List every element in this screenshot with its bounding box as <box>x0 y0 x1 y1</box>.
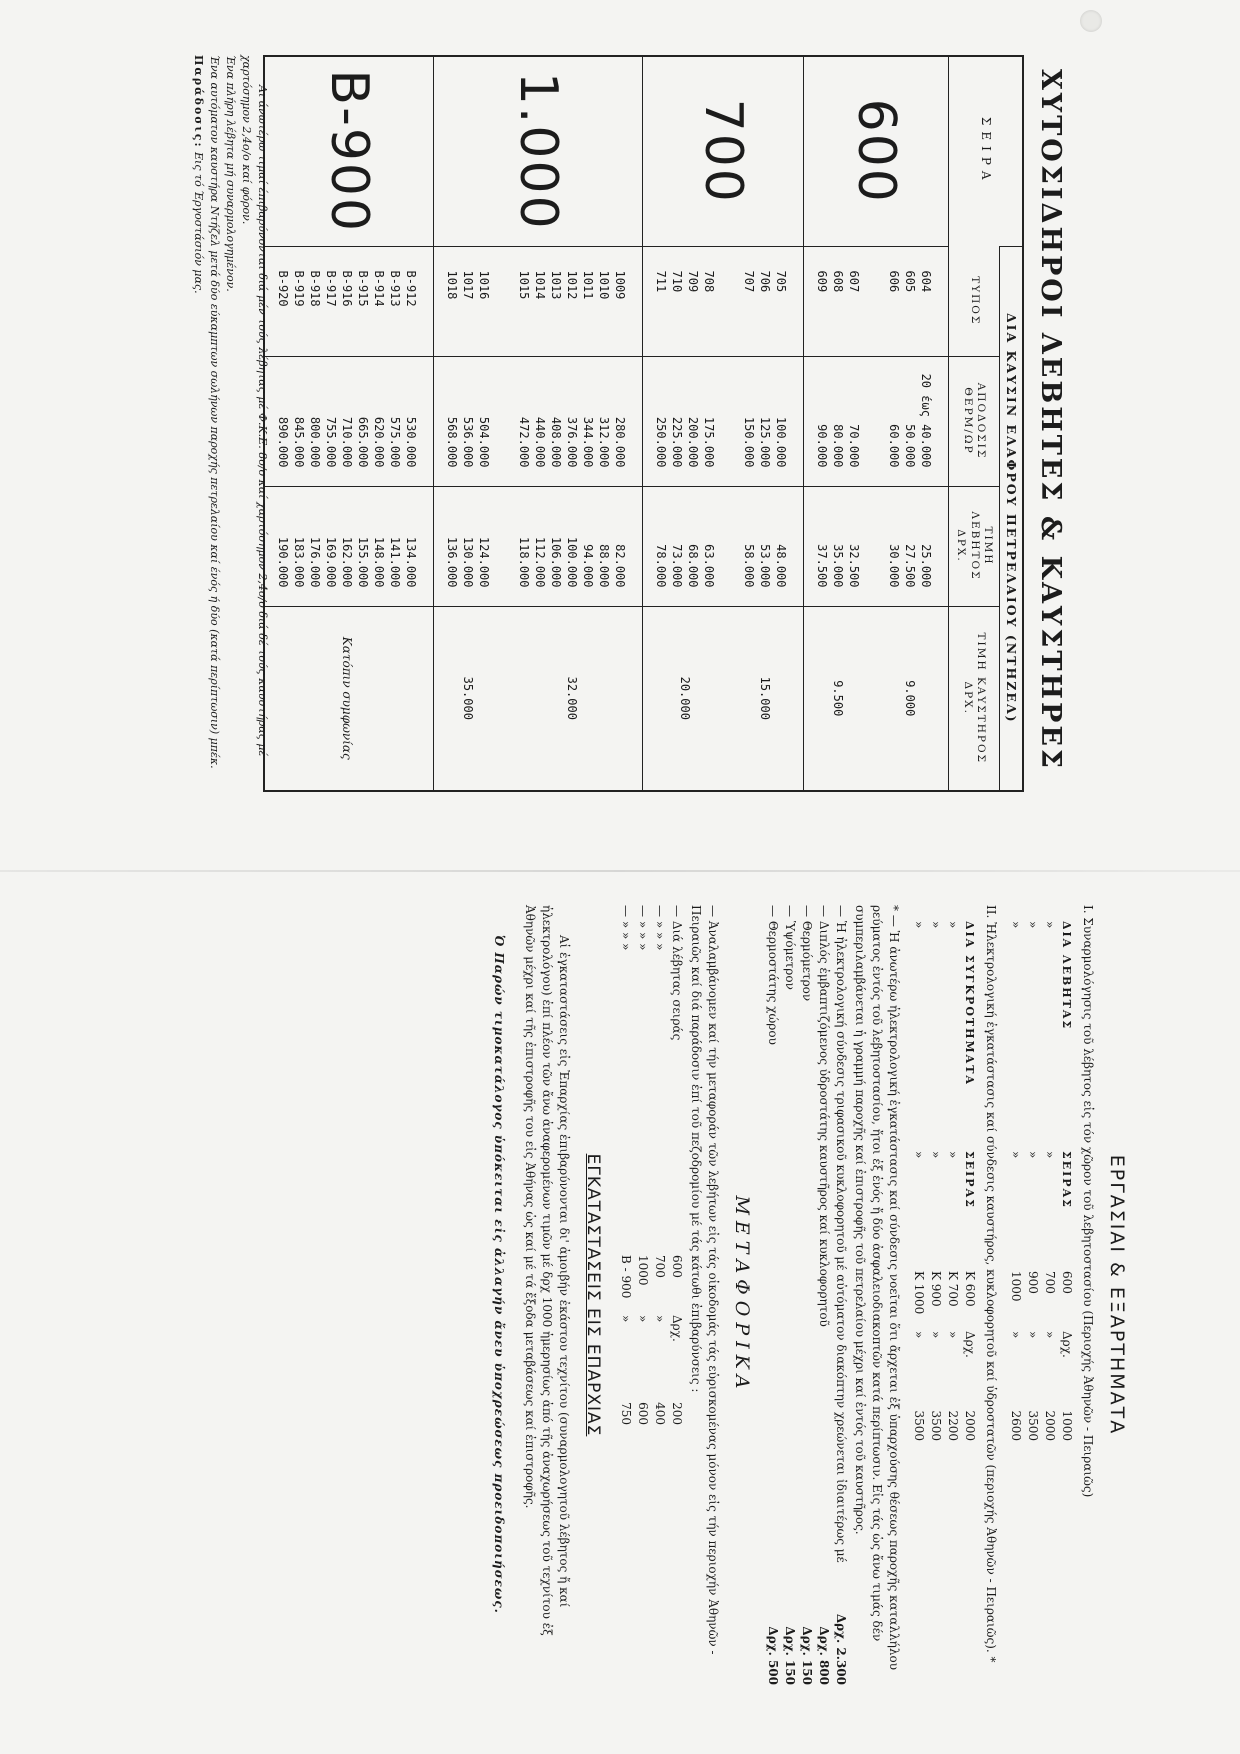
value-line: 162.000 <box>340 536 354 588</box>
value-line: 608 <box>831 270 845 293</box>
list-item-field: » <box>636 1315 650 1323</box>
provinces-text: Αἱ ἐγκαταστάσεις εἰς Ἐπαρχίας ἐπιβαρύνονται δι' ἀμοιβήν ἐκάστου τεχνίτου (συναρμολογητοῦ λέβητος ἤ καί ἠλεκτρολόγου) ἐπί πλέον τῶν ἄνω ἀναφερομένων τιμῶν μέ δρχ 1000 ἡμερησίως ἀπό τῆς ἀναχωρήσεως τοῦ τεχνίτου ἐξ Ἀθηνῶν μέχρι καί τῆς ἐπιστροφῆς του εἰς Ἀθήνας ὡς καί μέ τά ἔξοδα μεταβάσεως καί ἐπιστροφῆς. <box>523 905 571 1636</box>
list-item-field: » <box>1043 921 1057 929</box>
value-line: 136.000 <box>445 536 459 588</box>
list-item-field: Κ 700 <box>946 1271 960 1307</box>
value-line: 440.000 <box>533 416 547 468</box>
punch-hole <box>1080 10 1102 32</box>
delivery-text: Εις τό Έργοστάσιόν μας. <box>192 152 205 294</box>
list-item-field: 1000 <box>1009 1271 1023 1302</box>
price-table-body <box>264 56 949 791</box>
value-line: 408.000 <box>549 416 563 468</box>
list-item-field: ΔΙΑ ΛΕΒΗΤΑΣ <box>1060 921 1073 1031</box>
boiler-price-cell <box>643 486 804 606</box>
burner-price-cell <box>264 606 434 791</box>
output-cell <box>804 356 949 486</box>
list-item-field: » <box>1026 1331 1040 1339</box>
value-line: 124.000 <box>477 536 491 588</box>
value-line: 530.000 <box>404 416 418 468</box>
value-line: 37.500 <box>815 544 829 588</box>
value-line: 60.000 <box>887 424 901 468</box>
value-line: 1018 <box>445 270 459 300</box>
boiler-price-cell <box>434 486 643 606</box>
subgroup-values <box>804 495 876 598</box>
burner-price: 35.000 <box>461 676 475 720</box>
list-item-field: 600 <box>670 1255 684 1278</box>
accessory-price: Δρχ. 150 <box>800 1626 814 1685</box>
transport-title: ΜΕΤΑΦΟΡΙΚΑ <box>731 1195 753 1395</box>
subgroup-values <box>434 495 506 598</box>
subgroup-values <box>731 255 803 348</box>
value-line: B-913 <box>388 270 402 307</box>
list-item <box>1007 921 1024 1685</box>
burner-price-cell <box>804 606 949 791</box>
closing-note: Ὁ Παρών τιμοκατάλογος ὑπόκειται εἰς ἀλλαγήν ἄνευ ὑποχρεώσεως προειδοποιήσεως. <box>492 935 506 1614</box>
burner-price: 15.000 <box>758 676 772 720</box>
value-line: 606 <box>887 270 901 293</box>
value-line: 53.000 <box>758 544 772 588</box>
works-item-2: II. Ἠλεκτρολογική ἐγκατάστασις καί σύνδεσις καυστήρος, κυκλοφορητοῦ καί ὑδροστατῶν (περιοχής Ἀθηνῶν - Πειραιῶς). * <box>984 905 998 1663</box>
price-list-title: ΧΥΤΟΣΙΔΗΡΟΙ ΛΕΒΗΤΕΣ & ΚΑΥΣΤΗΡΕΣ <box>1035 68 1066 772</box>
burner-price-cell <box>643 606 804 791</box>
series-label: 600 <box>804 56 949 246</box>
delivery-note <box>190 55 206 815</box>
burner-price: Κατόπιν συμφωνίας <box>340 636 354 760</box>
list-item <box>651 905 668 1685</box>
list-item-field: 3500 <box>1026 1410 1040 1441</box>
value-line: 1010 <box>597 270 611 300</box>
value-line: 1011 <box>581 270 595 300</box>
accessory-label: — Ὑψόμετρον <box>783 905 797 990</box>
price-table <box>263 55 1024 792</box>
note-boiler: Ένα πλήρη λέβητα μή συναρμολογημένον. <box>224 55 237 292</box>
transport-intro: — Ἀναλαμβάνομεν καί τήν μεταφοράν τῶν λεβήτων εἰς τάς οἰκοδομάς τάς εὑρισκομένας μόνον εἰς τήν περιοχήν Ἀθηνῶν - Πειραιῶς καί διά παράδοσιν ἐπί τοῦ πεζοδρομίου μέ τάς κάτωθι ἐπιβαρύνσεις : <box>689 905 720 1655</box>
list-item-field: 1000 <box>636 1255 650 1286</box>
list-item-field: » <box>946 921 960 929</box>
accessory-price: Δρχ. 150 <box>783 1626 797 1685</box>
value-line: 32.500 <box>847 544 861 588</box>
value-line: 472.000 <box>517 416 531 468</box>
list-item-field: » <box>929 1151 943 1159</box>
accessory-item <box>781 905 798 1685</box>
value-line: 94.000 <box>581 544 595 588</box>
value-line: 106.000 <box>549 536 563 588</box>
value-line: B-920 <box>276 270 290 307</box>
list-item-field: » <box>912 1331 926 1339</box>
accessory-label: — Θερμόμετρον <box>800 905 814 1002</box>
value-line: 1017 <box>461 270 475 300</box>
value-line: 50.000 <box>903 424 917 468</box>
provinces-title: ΕΓΚΑΤΑΣΤΑΣΕΙΣ ΕΙΣ ΕΠΑΡΧΙΑΣ <box>583 1153 603 1437</box>
value-line: 707 <box>742 270 756 293</box>
value-line: 665.000 <box>356 416 370 468</box>
price-list-section <box>60 30 1070 810</box>
value-line: 536.000 <box>461 416 475 468</box>
value-line: 620.000 <box>372 416 386 468</box>
value-line: 35.000 <box>831 544 845 588</box>
list-item-field: » <box>1043 1151 1057 1159</box>
value-line: 1015 <box>517 270 531 300</box>
table-group-heading-row <box>1000 56 1024 791</box>
value-line: 58.000 <box>742 544 756 588</box>
list-item-field: » <box>1043 1331 1057 1339</box>
list-item-field: » <box>912 1151 926 1159</box>
list-item <box>634 905 651 1685</box>
value-line: 710.000 <box>340 416 354 468</box>
output-cell <box>434 356 643 486</box>
list-item-field: 400 <box>653 1402 667 1425</box>
list-item-field: — » » » <box>619 905 633 951</box>
subgroup-values <box>731 365 803 478</box>
list-item-field: B - 900 <box>619 1255 633 1299</box>
accessory-label: — Διπλός ἐμβαπτιζόμενος ὑδροστάτης καυστῆρος καί κυκλοφορητοῦ <box>817 905 831 1327</box>
output-header: ΑΠΟΔΟΣΙΣ ΘΕΡΜ/ΩΡ <box>949 356 1000 486</box>
series-label: 1.000 <box>434 56 643 246</box>
subgroup-values <box>506 495 642 598</box>
list-item <box>1024 921 1041 1685</box>
list-item-field: — » » » <box>653 905 667 951</box>
value-line: 73.000 <box>670 544 684 588</box>
list-item-field: » <box>929 1331 943 1339</box>
list-item <box>617 905 634 1685</box>
accessory-price: Δρχ. 2.300 <box>834 1613 848 1685</box>
subgroup-values <box>643 255 731 348</box>
boiler-price-cell <box>264 486 434 606</box>
burner-price: 20.000 <box>678 676 692 720</box>
list-item-field: 2600 <box>1009 1410 1023 1441</box>
transport-price-list <box>617 905 685 1685</box>
value-line: B-914 <box>372 270 386 307</box>
value-line: 607 <box>847 270 861 293</box>
type-cell <box>434 246 643 356</box>
value-line: 845.000 <box>292 416 306 468</box>
accessory-item <box>798 905 815 1685</box>
boiler-install-list <box>1007 905 1075 1685</box>
works-section <box>125 905 1128 1685</box>
subgroup-values <box>876 365 948 478</box>
works-title: ΕΡΓΑΣΙΑΙ & ΕΞΑΡΤΗΜΑΤΑ <box>1106 1154 1128 1436</box>
value-line: B-918 <box>308 270 322 307</box>
value-line: 63.000 <box>702 544 716 588</box>
value-line: 1016 <box>477 270 491 300</box>
subgroup-values <box>506 255 642 348</box>
list-item-field: » <box>1026 921 1040 929</box>
value-line: 711 <box>654 270 668 293</box>
value-line: 169.000 <box>324 536 338 588</box>
note-taxes: Αι άνωτέρω τιμαί έπιβαρύνονται διά μέν τούς λέβητας μέ Φ.Κ.Ε. 8ο/ο καί χαρτόσημον 2,4ο/ο διά δέ τούς καυστήρας μέ χαρτόσημον 2,4ο/ο καί φόρον. <box>240 55 269 757</box>
list-item-field: Δρχ. <box>670 1315 684 1342</box>
table-row <box>264 56 434 791</box>
list-item-field: » <box>619 1315 633 1323</box>
list-item-field: — Διά λέβητας σειράς <box>670 905 684 1041</box>
list-item-field: » <box>1009 1151 1023 1159</box>
burner-price-header: ΤΙΜΗ ΚΑΥΣΤΗΡΟΣ ΔΡΧ. <box>949 606 1000 791</box>
value-line: 88.000 <box>597 544 611 588</box>
value-line: 708 <box>702 270 716 293</box>
list-item <box>944 921 961 1685</box>
value-line: B-919 <box>292 270 306 307</box>
accessory-item <box>815 905 832 1685</box>
accessory-price: Δρχ. 800 <box>817 1626 831 1685</box>
list-item-field: » <box>946 1331 960 1339</box>
subgroup-values <box>434 365 506 478</box>
value-line: 150.000 <box>742 416 756 468</box>
table-row <box>804 56 949 791</box>
value-line: 80.000 <box>831 424 845 468</box>
list-item-field: » <box>1009 921 1023 929</box>
value-line: 183.000 <box>292 536 306 588</box>
series-header: ΣΕΙΡΑ <box>949 56 1024 246</box>
value-line: 190.000 <box>276 536 290 588</box>
list-item-field: » <box>946 1151 960 1159</box>
list-item-field: 1000 <box>1060 1410 1074 1441</box>
list-item-field: 600 <box>1060 1271 1074 1294</box>
list-item-field: 700 <box>653 1255 667 1278</box>
value-line: 312.000 <box>597 416 611 468</box>
list-item-field: 2000 <box>1043 1410 1057 1441</box>
value-line: 605 <box>903 270 917 293</box>
type-cell <box>804 246 949 356</box>
list-item-field: ΣΕΙΡΑΣ <box>1060 1151 1073 1209</box>
list-item-field: Κ 600 <box>963 1271 977 1307</box>
price-notes <box>190 55 270 815</box>
list-item-field: Δρχ. <box>963 1331 977 1358</box>
type-header: ΤΥΠΟΣ <box>949 246 1000 356</box>
value-line: 1013 <box>549 270 563 300</box>
note-burner: Ένα αυτόματον καυστήρα Ντήζελ μετά δύο εύκαμπτων σωλήνων παροχής πετρελαίου καί ένός ή δύο (κατά περίπτωσιν) μπέκ. <box>208 55 221 769</box>
value-line: 148.000 <box>372 536 386 588</box>
value-line: 112.000 <box>533 536 547 588</box>
value-line: 280.000 <box>613 416 627 468</box>
burner-price: 32.000 <box>565 676 579 720</box>
value-line: 1012 <box>565 270 579 300</box>
subgroup-values <box>643 365 731 478</box>
subgroup-values <box>643 495 731 598</box>
list-item <box>1041 921 1058 1685</box>
list-item-field: 900 <box>1026 1271 1040 1294</box>
accessory-list <box>764 905 849 1685</box>
value-line: 125.000 <box>758 416 772 468</box>
accessory-item <box>832 905 849 1685</box>
list-item-field: » <box>653 1315 667 1323</box>
table-row <box>434 56 643 791</box>
value-line: 225.000 <box>670 416 684 468</box>
output-cell <box>643 356 804 486</box>
type-cell <box>643 246 804 356</box>
value-line: 800.000 <box>308 416 322 468</box>
value-line: 70.000 <box>847 424 861 468</box>
list-item <box>961 921 978 1685</box>
list-item-field: » <box>929 921 943 929</box>
value-line: 709 <box>686 270 700 293</box>
list-item-field: Κ 1000 <box>912 1271 926 1315</box>
burner-price-cell <box>434 606 643 791</box>
list-item <box>927 921 944 1685</box>
value-line: 344.000 <box>581 416 595 468</box>
subgroup-values <box>876 255 948 348</box>
value-line: 78.000 <box>654 544 668 588</box>
list-item-field: » <box>1009 1331 1023 1339</box>
value-line: 27.500 <box>903 544 917 588</box>
accessory-label: — Θερμοστάτης χώρου <box>766 905 780 1045</box>
list-item-field: » <box>1026 1151 1040 1159</box>
list-item-field: 2200 <box>946 1410 960 1441</box>
subgroup-values <box>506 365 642 478</box>
boiler-price-header: ΤΙΜΗ ΛΕΒΗΤΟΣ ΔΡΧ. <box>949 486 1000 606</box>
series-label: B-900 <box>264 56 434 246</box>
value-line: B-916 <box>340 270 354 307</box>
subgroup-values <box>876 495 948 598</box>
value-line: 134.000 <box>404 536 418 588</box>
value-line: 575.000 <box>388 416 402 468</box>
value-line: 90.000 <box>815 424 829 468</box>
value-line: 504.000 <box>477 416 491 468</box>
value-line: 130.000 <box>461 536 475 588</box>
burner-price: 9.000 <box>903 680 917 717</box>
electrical-install-list <box>910 905 978 1685</box>
subgroup-values <box>804 255 876 348</box>
list-item-field: 600 <box>636 1402 650 1425</box>
table-row <box>643 56 804 791</box>
series-label: 700 <box>643 56 804 246</box>
value-line: 20 έως 40.000 <box>919 373 933 468</box>
list-item-field: 200 <box>670 1402 684 1425</box>
list-item-field: Κ 900 <box>929 1271 943 1307</box>
value-line: 1014 <box>533 270 547 300</box>
electrical-footnote: * — Ἡ ἀνωτέρω ἠλεκτρολογική ἐγκατάστασις καί σύνδεσις νοεῖται ὅτι ἄρχεται ἐξ ὑπαρχούσης θέσεως παροχῆς καταλλήλου ρεύματος ἐντός τοῦ λεβητοστασίου, ἤτοι ἐξ ἑνός ἤ δύο ἀσφαλειοδιακοπτῶν κατά περίπτωσιν. Εἰς τάς ὡς ἄνω τιμάς δέν συμπεριλαμβάνεται ἡ γραμμή παροχῆς καί ἐπιστροφῆς τοῦ πετρελαίου μέχρι καί ἐντός τοῦ καυστῆρος. <box>853 905 901 1670</box>
subgroup-values <box>265 255 433 348</box>
list-item-field: 2000 <box>963 1410 977 1441</box>
value-line: B-915 <box>356 270 370 307</box>
list-item <box>910 921 927 1685</box>
list-item-field: Δρχ. <box>1060 1331 1074 1358</box>
subgroup-values <box>265 365 433 478</box>
delivery-lead: Παράδοσις: <box>192 55 205 149</box>
value-line: 250.000 <box>654 416 668 468</box>
value-line: 175.000 <box>702 416 716 468</box>
list-item-field: — » » » <box>636 905 650 951</box>
value-line: 176.000 <box>308 536 322 588</box>
value-line: 82.000 <box>613 544 627 588</box>
value-line: 200.000 <box>686 416 700 468</box>
value-line: 609 <box>815 270 829 293</box>
value-line: 48.000 <box>774 544 788 588</box>
value-line: B-912 <box>404 270 418 307</box>
list-item-field: ΔΙΑ ΣΥΓΚΡΟΤΗΜΑΤΑ <box>963 921 976 1086</box>
value-line: B-917 <box>324 270 338 307</box>
paper-fold-crease <box>0 870 1240 872</box>
value-line: 25.000 <box>919 544 933 588</box>
list-item-field: 750 <box>619 1402 633 1425</box>
value-line: 155.000 <box>356 536 370 588</box>
value-line: 705 <box>774 270 788 293</box>
boiler-price-cell <box>804 486 949 606</box>
value-line: 100.000 <box>565 536 579 588</box>
value-line: 890.000 <box>276 416 290 468</box>
accessory-price: Δρχ. 500 <box>766 1626 780 1685</box>
accessory-item <box>764 905 781 1685</box>
value-line: 100.000 <box>774 416 788 468</box>
group-heading: ΔΙΑ ΚΑΥΣΙΝ ΕΛΑΦΡΟΥ ΠΕΤΡΕΛΑΙΟΥ (ΝΤΗΖΕΛ) <box>1000 246 1024 791</box>
subgroup-values <box>265 495 433 598</box>
value-line: 604 <box>919 270 933 293</box>
value-line: 68.000 <box>686 544 700 588</box>
value-line: 755.000 <box>324 416 338 468</box>
value-line: 706 <box>758 270 772 293</box>
list-item <box>668 905 685 1685</box>
burner-price: 9.500 <box>831 680 845 717</box>
value-line: 30.000 <box>887 544 901 588</box>
output-cell <box>264 356 434 486</box>
type-cell <box>264 246 434 356</box>
subgroup-values <box>434 255 506 348</box>
value-line: 710 <box>670 270 684 293</box>
accessory-label: — Ἡ ἠλεκτρολογική σύνδεσις τριφασικοῦ κυκλοφορητοῦ μέ αὐτόματον διακόπτην χρεώνεται ἰδιαιτέρως μέ <box>834 905 848 1563</box>
list-item-field: ΣΕΙΡΑΣ <box>963 1151 976 1209</box>
value-line: 376.000 <box>565 416 579 468</box>
list-item-field: » <box>912 921 926 929</box>
value-line: 141.000 <box>388 536 402 588</box>
list-item <box>1058 921 1075 1685</box>
list-item-field: 700 <box>1043 1271 1057 1294</box>
value-line: 1009 <box>613 270 627 300</box>
value-line: 118.000 <box>517 536 531 588</box>
subgroup-values <box>731 495 803 598</box>
list-item-field: 3500 <box>912 1410 926 1441</box>
list-item-field: 3500 <box>929 1410 943 1441</box>
works-item-1: I. Συναρμολόγησις τοῦ λέβητος εἰς τόν χῶρον τοῦ λεβητοστασίου (Περιοχής Ἀθηνῶν - Πειραιῶς) <box>1081 905 1095 1498</box>
value-line: 568.000 <box>445 416 459 468</box>
subgroup-values <box>804 365 876 478</box>
